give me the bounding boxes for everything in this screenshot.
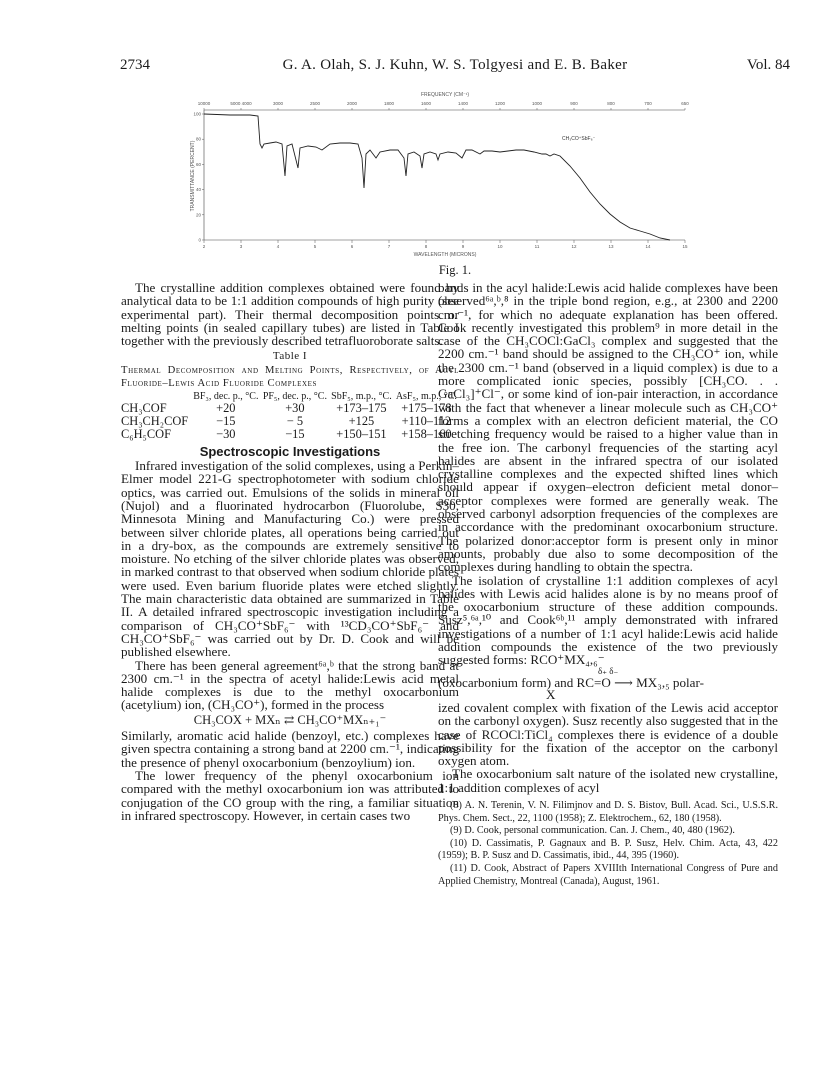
table-cell: +30 <box>285 400 305 415</box>
paragraph: The lower frequency of the phenyl oxocarbonium ion compared with the methyl oxocarbonium ion was attributed to conjugation of the CO group with the ring, a familiar situation in infrared spectroscopy. However, in certain cases two <box>121 767 459 823</box>
bottom-tick-label: 4 <box>276 244 280 249</box>
table-cell: +173–175 <box>336 400 387 415</box>
top-tick-label: 3000 <box>272 101 284 106</box>
paragraph: Infrared investigation of the solid complexes, using a Perkin–Elmer model 221-G spectrophotometer with sodium chloride optics, was carried out. Emulsions of the solids in mineral oil (Nujol) and a fluorinated hydrocarbon (Fluorolube, S30, Minnesota Mining and Manufacturing Co.) were pressed between silver chloride plates, all operations being carried out in a dry-box, as the compounds are extremely sensitive to moisture. No etching of the silver chloride plates was observed, in marked contrast to that observed when sodium chloride plates were used. Even barium fluoride plates were etched slightly. The main characteristic data obtained are summarized in Table II. A detailed infrared spectroscopic investigation including a comparison of CH₃CO⁺SbF₆⁻ with ¹³CD₃CO⁺SbF₆⁻ and CH₃CO⁺SbF₆⁻ was carried out by Dr. D. Cook and will be published elsewhere. <box>121 458 459 660</box>
top-tick-label: 1400 <box>457 101 469 106</box>
table-cell: CH₃CH₂COF <box>121 413 189 428</box>
paragraph: The crystalline addition complexes obtained were found by analytical data to be 1:1 addition compounds of high purity (see experimental part). Their thermal decomposition points or melting points (in sealed capillary tubes) are listed in Table I together with the previously described tetrafluoroborate salts. <box>121 280 459 349</box>
paragraph: Similarly, aromatic acid halide (benzoyl, etc.) complexes have given spectra containing a strong band at 2200 cm.⁻¹, indicating the presence of phenyl oxocarbonium (benzoylium) ion. <box>121 728 459 770</box>
table-title: Thermal Decomposition and Melting Points, Respectively, of Acyl Fluoride–Lewis Acid Fluoride Complexes <box>121 364 459 389</box>
paragraph: The isolation of crystalline 1:1 addition complexes of acyl halides with Lewis acid halides alone is by no means proof of the oxocarbonium structure of these addition compounds. Susz⁵,⁶ᵃ,¹⁰ and Cook⁶ᵇ,¹¹ amply demonstrated with infrared investigations of a number of 1:1 acyl halide:Lewis acid halide addition compounds the existence of the two previously suggested forms: RCO⁺MX₄,₆⁻ <box>438 572 778 668</box>
top-tick-label: 1200 <box>494 101 506 106</box>
y-tick-label: 40 <box>195 187 201 193</box>
bottom-tick-label: 13 <box>608 244 614 249</box>
y-tick-label: 0 <box>198 237 201 243</box>
bottom-tick-label: 14 <box>645 244 651 249</box>
y-tick-label: 100 <box>193 111 201 117</box>
table-header: SbF₅, m.p., °C. <box>331 390 392 402</box>
y-tick-label: 80 <box>195 136 201 142</box>
table-cell: +158–160 <box>401 426 452 441</box>
bottom-axis-ticks <box>203 240 688 249</box>
top-axis-label: FREQUENCY (CM⁻¹) <box>420 92 470 98</box>
top-tick-label: 2000 <box>346 101 358 106</box>
top-tick-label: 1000 <box>531 101 543 106</box>
table-cell: −15 <box>285 426 305 441</box>
bottom-tick-label: 12 <box>571 244 577 249</box>
formula-substituent: X <box>546 686 556 702</box>
bottom-tick-label: 6 <box>350 244 354 249</box>
bottom-axis-label: WAVELENGTH (MICRONS) <box>413 252 477 258</box>
table-cell: +175–178 <box>401 400 452 415</box>
top-tick-label: 5000 4000 <box>230 101 252 106</box>
table-cell: C₆H₅COF <box>121 426 171 441</box>
author-line: G. A. Olah, S. J. Kuhn, W. S. Tolgyesi and E. B. Baker <box>282 57 628 73</box>
y-tick-label: 20 <box>195 212 201 218</box>
table-row <box>121 415 459 428</box>
bottom-tick-label: 2 <box>202 244 206 249</box>
table-row <box>121 428 459 441</box>
top-axis-ticks <box>198 101 690 110</box>
sample-label: CH₃CO⁺SbF₆⁻ <box>562 136 596 142</box>
paragraph: bands in the acyl halide:Lewis acid halide complexes have been observed⁶ᵃ,ᵇ,⁸ in the triple bond region, e.g., at 2300 and 2200 cm.⁻¹, for which no adequate explanation has been offered. Cook recently investigated this problem⁹ in more detail in the case of the CH₃COCl:GaCl₃ complex and suggested that the 2200 cm.⁻¹ band should be assigned to the CH₃CO⁺ ion, while the 2300 cm.⁻¹ band (observed in a liquid complex) is due to a more complicated ionic species, possibly [CH₃CO. . . GaCl₃]⁺Cl⁻, or some kind of ion-pair interaction, in accordance with the fact that whenever a linear molecule such as CH₃CO⁺ forms a complex with an electron deficient material, the CO stretching frequency would be raised to a higher value than in the free ion. The carbonyl frequencies of the starting acyl halides are absent in the infrared spectra of our isolated crystalline complexes and the expected shifted lines which should appear if oxygen–electron deficient metal donor–acceptor complexes were formed are generally weak. The observed carbonyl adsorption frequencies of the complexes are in accordance with the predominant oxocarbonium structure. The polarized donor:acceptor form is present only in minor amounts, probably due also to some decomposition of the complexes during handling to obtain the spectra. <box>438 280 778 575</box>
volume-label: Vol. 84 <box>746 57 790 73</box>
bottom-tick-label: 3 <box>239 244 243 249</box>
formula-charges: δ₊ δ₋ <box>598 665 619 676</box>
reference: (11) D. Cook, Abstract of Papers XVIIIth International Congress of Pure and Applied Chemistry, Montreal (Canada), August, 1961. <box>438 862 778 887</box>
ir-spectrum-plot <box>190 88 700 260</box>
top-tick-label: 2500 <box>309 101 321 106</box>
table-cell: +20 <box>216 400 236 415</box>
table-cell: +150–151 <box>336 426 387 441</box>
table-cell: CH₃COF <box>121 400 167 415</box>
reference: (8) A. N. Terenin, V. N. Filimjnov and D. S. Bistov, Bull. Acad. Sci., U.S.S.R. Phys. Chem. Sect., 22, 1100 (1958); Z. Elektrochem., 62, 180 (1958). <box>438 799 778 824</box>
left-column <box>121 281 459 822</box>
top-tick-label: 700 <box>644 101 652 106</box>
y-tick-label: 60 <box>195 161 201 167</box>
footnote-references <box>438 800 778 888</box>
reference: (9) D. Cook, personal communication. Can. J. Chem., 40, 480 (1962). <box>450 825 735 837</box>
running-header <box>120 57 790 79</box>
bottom-tick-label: 9 <box>461 244 465 249</box>
ir-spectrum-figure <box>190 88 700 260</box>
figure-caption: Fig. 1. <box>438 263 472 277</box>
melting-points-table <box>121 392 459 441</box>
page-number: 2734 <box>120 57 150 73</box>
bottom-tick-label: 8 <box>424 244 428 249</box>
top-tick-label: 650 <box>681 101 689 106</box>
top-tick-label: 900 <box>570 101 578 106</box>
table-cell: −30 <box>216 426 236 441</box>
table-header: BF₃, dec. p., °C. <box>193 390 259 402</box>
formula-line: (oxocarbonium form) and RC=O ⟶ MX₃,₅ polar- <box>438 674 704 690</box>
right-column <box>438 281 778 888</box>
top-tick-label: 800 <box>607 101 615 106</box>
table-cell: −15 <box>216 413 236 428</box>
top-tick-label: 1800 <box>383 101 395 106</box>
reference: (10) D. Cassimatis, P. Gagnaux and B. P. Susz, Helv. Chim. Acta, 43, 422 (1959); B. P. Susz and D. Cassimatis, ibid., 44, 395 (1960). <box>438 837 778 862</box>
paragraph: The oxocarbonium salt nature of the isolated new crystalline, 1:1 addition complexes of acyl <box>438 766 778 795</box>
table-row <box>121 402 459 415</box>
spectrum-trace <box>204 114 670 240</box>
bottom-tick-label: 5 <box>313 244 317 249</box>
bottom-tick-label: 11 <box>534 244 540 249</box>
table-label: Table I <box>272 350 308 363</box>
table-cell: +110–112 <box>401 413 452 428</box>
section-heading: Spectroscopic Investigations <box>199 443 381 459</box>
bottom-tick-label: 15 <box>682 244 688 249</box>
y-axis-label: TRANSMITTANCE (PERCENT) <box>190 140 196 212</box>
paragraph: ized covalent complex with fixation of the Lewis acid acceptor on the carbonyl oxygen). Susz recently also suggested that in the case of RCOCl:TiCl₄ complexes there is evidence of a double possibility for the fixation of the acceptor on the carbonyl oxygen atom. <box>438 699 778 769</box>
bottom-tick-label: 7 <box>387 244 391 249</box>
top-tick-label: 1600 <box>420 101 432 106</box>
table-cell: +125 <box>348 413 375 428</box>
table-header: PF₅, dec. p., °C. <box>262 390 327 402</box>
equation: CH₃COX + MXₙ ⇄ CH₃CO⁺MXₙ₊₁⁻ <box>193 712 387 727</box>
top-tick-label: 10000 <box>197 101 211 106</box>
table-header: AsF₅, m.p., °C. <box>395 390 457 402</box>
table-cell: − 5 <box>286 413 304 428</box>
paragraph: There has been general agreement⁶ᵃ,ᵇ that the strong band at 2300 cm.⁻¹ in the spectra of acetyl halide:Lewis acid metal halide complexes is due to the methyl oxocarbonium (acetylium) ion, (CH₃CO⁺), formed in the process <box>121 657 459 713</box>
bottom-tick-label: 10 <box>497 244 503 249</box>
